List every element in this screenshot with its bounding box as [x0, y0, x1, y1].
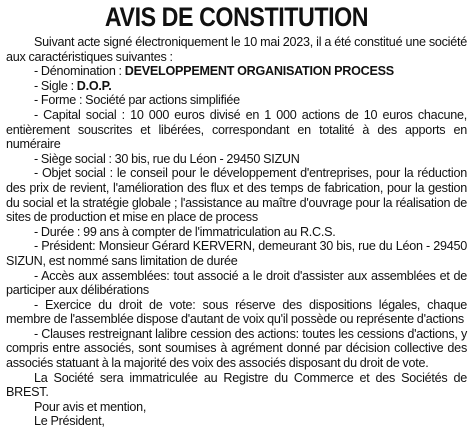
item-siege: - Siège social : 30 bis, rue du Léon - 29450 SIZUN [34, 151, 300, 166]
item-duree: - Durée : 99 ans à compter de l'immatriculation au R.C.S. [34, 224, 336, 239]
item-sigle [6, 79, 467, 94]
item-objet: - Objet social : le conseil pour le développement d'entreprises, pour la réduction des prix de revient, l'amélioration des flux et des temps de fabrication, pour la gestion du social et la stratégie globale ; l'assistance au maître d'ouvrage pour la réalisation de sites de production et mise en place de process [6, 166, 467, 225]
item-clauses: - Clauses restreignant lalibre cession des actions: toutes les cessions d'actions, y compris entre associés, sont soumises à agrément donné par décision collective des associés statuant à la majorité des voix des associés disposant du droit de vote. [6, 326, 467, 371]
registration-paragraph: La Société sera immatriculée au Registre du Commerce et des Sociétés de BREST. [6, 370, 467, 400]
intro-paragraph: Suivant acte signé électroniquement le 10 mai 2023, il a été constitué une société aux caractéristiques suivantes : [6, 35, 467, 64]
denomination-value: DEVELOPPEMENT ORGANISATION PROCESS [124, 64, 394, 79]
item-exercice: - Exercice du droit de vote: sous réserve des dispositions légales, chaque membre de l'assemblée dispose d'autant de voix qu'il possède ou représente d'actions [6, 297, 467, 327]
sigle-label: - Sigle : [34, 78, 77, 93]
notice-title: AVIS DE CONSTITUTION [104, 2, 369, 32]
item-denomination [6, 64, 467, 79]
item-capital: - Capital social : 10 000 euros divisé en 1 000 actions de 10 euros chacune, entièrement souscrites et libérées, correspondant en totalité à des apports en numéraire [6, 107, 467, 152]
notice-body [6, 35, 467, 429]
item-president: - Président: Monsieur Gérard KERVERN, demeurant 30 bis, rue du Léon - 29450 SIZUN, est nommé sans limitation de durée [6, 239, 467, 268]
denomination-label: - Dénomination : [34, 64, 125, 79]
signature-line: Le Président, [34, 414, 105, 429]
closing-line: Pour avis et mention, [34, 399, 147, 414]
sigle-value: D.O.P. [76, 78, 112, 93]
item-forme: - Forme : Société par actions simplifiée [34, 93, 240, 108]
item-acces: - Accès aux assemblées: tout associé a le droit d'assister aux assemblées et de participer aux délibérations [6, 268, 467, 298]
legal-notice [6, 2, 467, 429]
